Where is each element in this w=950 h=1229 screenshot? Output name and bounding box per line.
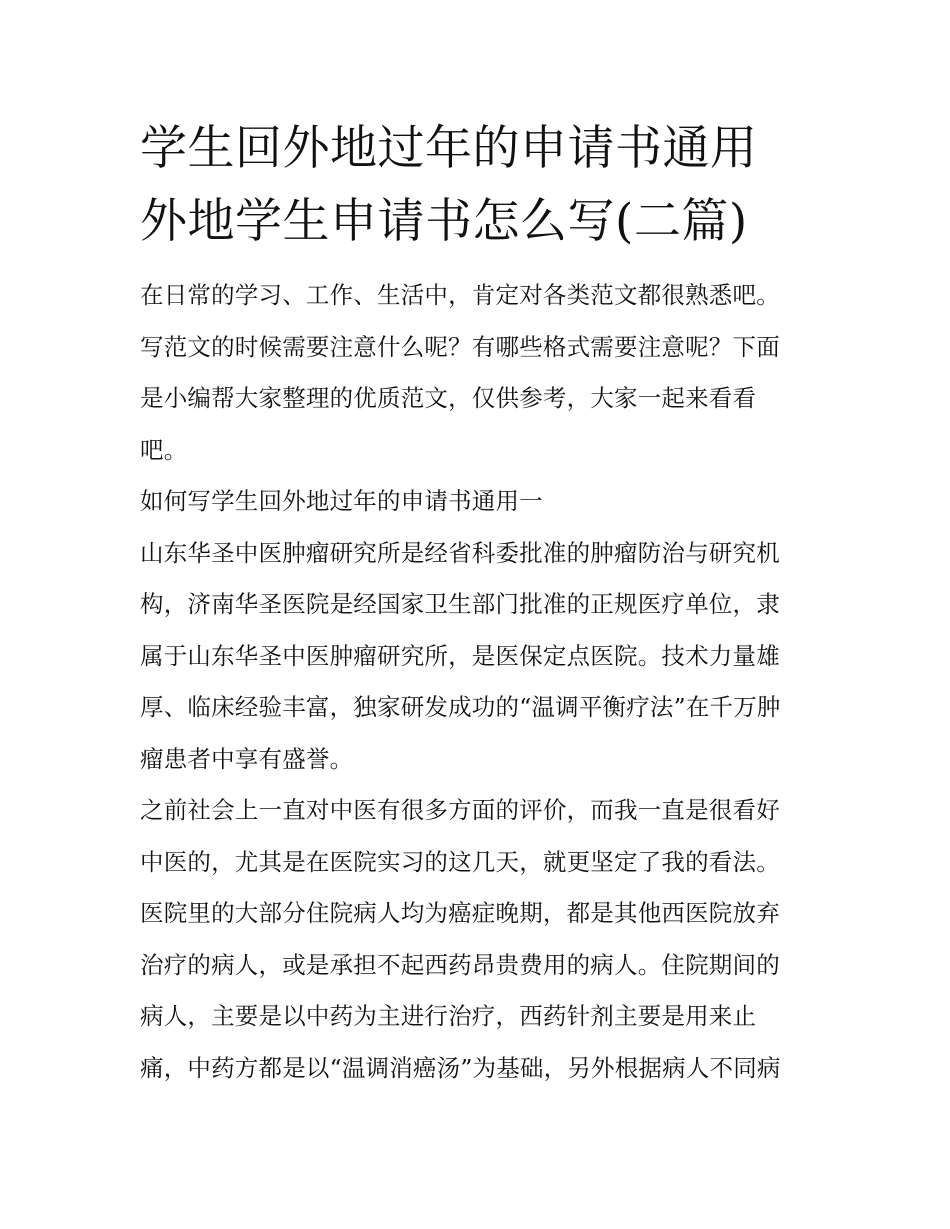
body-line: 病人，主要是以中药为主进行治疗，西药针剂主要是用来止: [140, 1002, 757, 1030]
body-line: 瘤患者中享有盛誉。: [140, 744, 354, 773]
document-page: [140, 112, 820, 1094]
document-body: [140, 270, 820, 1094]
body-line: 厚、临床经验丰富，独家研发成功的“温调平衡疗法”在千万肿: [140, 693, 781, 721]
body-line: 吧。: [140, 435, 188, 464]
body-line: 治疗的病人，或是承担不起西药昂贵费用的病人。住院期间的: [140, 950, 780, 979]
section-heading: 如何写学生回外地过年的申请书通用一: [140, 487, 543, 515]
body-line: 在日常的学习、工作、生活中，肯定对各类范文都很熟悉吧。: [140, 281, 780, 309]
body-line: 中医的，尤其是在医院实习的这几天，就更坚定了我的看法。: [140, 847, 780, 876]
body-line: 之前社会上一直对中医有很多方面的评价，而我一直是很看好: [140, 796, 780, 824]
body-line: 是小编帮大家整理的优质范文，仅供参考，大家一起来看看: [140, 384, 757, 412]
document-title: [140, 112, 820, 258]
body-line: 构，济南华圣医院是经国家卫生部门批准的正规医疗单位，隶: [140, 590, 780, 618]
body-line: 医院里的大部分住院病人均为癌症晚期，都是其他西医院放弃: [140, 899, 780, 927]
body-line: 属于山东华圣中医肿瘤研究所，是医保定点医院。技术力量雄: [140, 641, 780, 670]
title-line-2: 外地学生申请书怎么写(二篇): [140, 194, 748, 249]
body-line: 山东华圣中医肿瘤研究所是经省科委批准的肿瘤防治与研究机: [140, 538, 780, 567]
body-line: 痛，中药方都是以“温调消癌汤”为基础，另外根据病人不同病: [140, 1053, 781, 1082]
body-line: 写范文的时候需要注意什么呢？有哪些格式需要注意呢？下面: [140, 332, 780, 361]
title-line-1: 学生回外地过年的申请书通用: [140, 121, 758, 176]
